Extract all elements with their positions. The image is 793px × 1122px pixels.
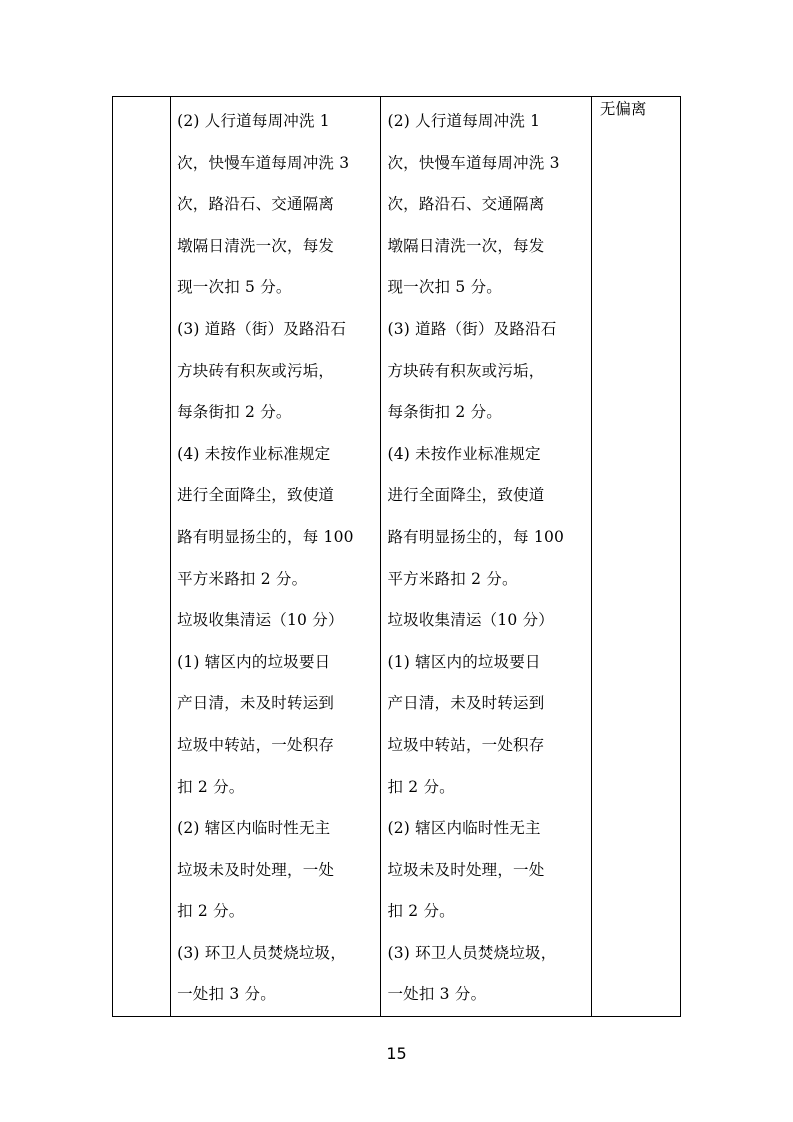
requirement-line: (4) 未按作业标准规定 [177, 444, 331, 463]
requirement-line: 路有明显扬尘的，每 100 [177, 527, 354, 546]
table-row [113, 97, 681, 1017]
page-number: 15 [386, 1044, 407, 1063]
requirement-line: (3) 道路（街）及路沿石 [177, 319, 347, 338]
requirement-line: 墩隔日清洗一次，每发 [177, 236, 335, 255]
requirement-line: 次，路沿石、交通隔离 [177, 195, 335, 214]
response-line: 进行全面降尘，致使道 [387, 486, 545, 505]
response-line: (1) 辖区内的垃圾要日 [387, 652, 541, 671]
response-line: (2) 人行道每周冲洗 1 [387, 112, 541, 130]
requirement-line: (2) 辖区内临时性无主 [177, 819, 331, 838]
deviation-text: 无偏离 [599, 100, 647, 118]
requirement-line: 方块砖有积灰或污垢， [177, 361, 335, 380]
requirement-line: 扣 2 分。 [177, 777, 245, 796]
requirement-line: 扣 2 分。 [177, 902, 245, 921]
requirement-line: (3) 环卫人员焚烧垃圾， [177, 943, 347, 962]
response-cell [381, 97, 591, 1017]
response-line: 路有明显扬尘的，每 100 [387, 527, 565, 546]
requirement-line: 垃圾中转站，一处积存 [177, 735, 335, 754]
requirement-line: (2) 人行道每周冲洗 1 [177, 112, 330, 130]
response-line: 现一次扣 5 分。 [387, 278, 502, 297]
deviation-cell [591, 97, 680, 1017]
requirement-line: 次，快慢车道每周冲洗 3 [177, 153, 350, 172]
response-line: (4) 未按作业标准规定 [387, 444, 541, 463]
requirement-line: 现一次扣 5 分。 [177, 278, 292, 297]
response-line: 垃圾收集清运（10 分） [387, 611, 555, 630]
requirement-cell [171, 97, 381, 1017]
response-line: 平方米路扣 2 分。 [387, 569, 518, 588]
response-line: (3) 环卫人员焚烧垃圾， [387, 943, 557, 962]
requirement-line: 一处扣 3 分。 [177, 985, 276, 1004]
response-line: 垃圾未及时处理，一处 [387, 860, 545, 879]
response-line: 方块砖有积灰或污垢， [387, 361, 545, 380]
response-line: 次，路沿石、交通隔离 [387, 195, 545, 214]
requirement-line: 垃圾未及时处理，一处 [177, 860, 335, 879]
requirement-line: 产日清，未及时转运到 [177, 694, 335, 713]
response-line: 垃圾中转站，一处积存 [387, 735, 545, 754]
response-line: 每条街扣 2 分。 [387, 403, 502, 422]
response-line: 产日清，未及时转运到 [387, 694, 545, 713]
response-line: 一处扣 3 分。 [387, 985, 487, 1004]
requirement-line: 每条街扣 2 分。 [177, 403, 292, 422]
item-cell [113, 97, 171, 1017]
requirement-line: 垃圾收集清运（10 分） [177, 611, 344, 630]
response-line: 次，快慢车道每周冲洗 3 [387, 153, 560, 172]
response-line: 墩隔日清洗一次，每发 [387, 236, 545, 255]
compliance-table [112, 96, 681, 1017]
response-line: (2) 辖区内临时性无主 [387, 819, 541, 838]
requirement-line: 平方米路扣 2 分。 [177, 569, 308, 588]
requirement-line: 进行全面降尘，致使道 [177, 486, 335, 505]
response-line: (3) 道路（街）及路沿石 [387, 319, 557, 338]
requirement-line: (1) 辖区内的垃圾要日 [177, 652, 331, 671]
response-line: 扣 2 分。 [387, 902, 455, 921]
response-line: 扣 2 分。 [387, 777, 455, 796]
